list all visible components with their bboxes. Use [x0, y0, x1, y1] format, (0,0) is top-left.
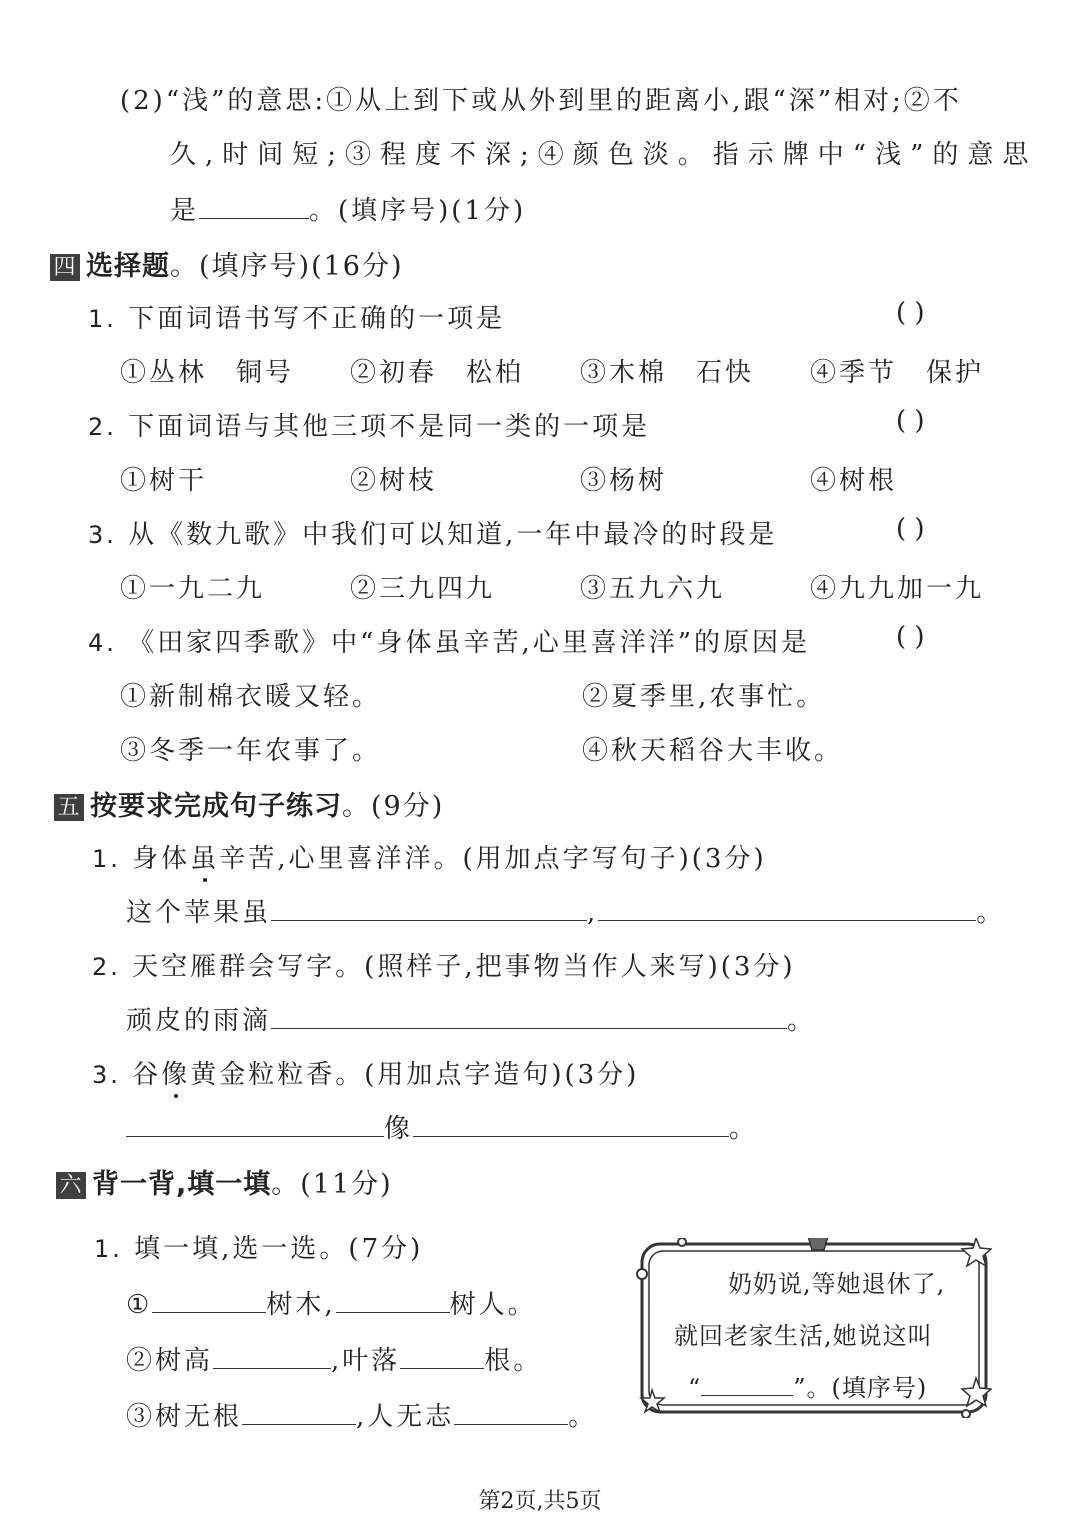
fill-line-3	[126, 1396, 597, 1433]
section-6-heading	[56, 1162, 393, 1201]
option-2[interactable]: ②初春 松柏	[350, 358, 525, 388]
fill-part: 根。	[484, 1346, 543, 1376]
q-2-line3	[170, 190, 526, 227]
quote-board	[636, 1238, 992, 1418]
dotted-char: 虽	[190, 844, 220, 874]
answer-line-5-3	[126, 1108, 758, 1145]
answer-paren[interactable]: ( )	[896, 622, 925, 652]
question-5-2	[92, 946, 796, 983]
period: 。	[729, 1114, 759, 1144]
section-4-heading	[50, 244, 404, 283]
section-6-title: 背一背,填一填	[92, 1169, 272, 1200]
section-5-heading	[54, 784, 444, 823]
answer-blank[interactable]	[413, 1110, 729, 1137]
answer-lead: 这个苹果虽	[126, 898, 272, 928]
question-text-pre: 身体	[132, 844, 191, 874]
option-1[interactable]: ①树干	[120, 466, 208, 496]
period: 。	[976, 898, 1006, 928]
question-text-post: 辛苦,心里喜洋洋。(用加点字写句子)(3分)	[219, 844, 767, 874]
fill-line-2	[126, 1340, 542, 1377]
question-4-2	[88, 406, 650, 443]
question-4-1	[88, 298, 505, 335]
answer-lead: 顽皮的雨滴	[126, 1006, 272, 1036]
question-text-pre: 谷	[132, 1060, 162, 1090]
dotted-char: 像	[161, 1060, 191, 1090]
question-number: 3.	[88, 521, 117, 549]
answer-blank[interactable]	[598, 894, 976, 921]
question-text: 下面词语书写不正确的一项是	[128, 304, 506, 334]
question-4-4	[88, 622, 810, 659]
option-1[interactable]: ①新制棉衣暖又轻。	[120, 682, 382, 712]
section-5-sub: 。(9分)	[342, 791, 445, 822]
question-5-3	[92, 1054, 639, 1091]
comma: ,	[587, 898, 599, 928]
q-2-line3-pre: 是	[170, 196, 200, 226]
section-4-sub: 。(填序号)(16分)	[170, 251, 404, 282]
fill-part: ,人无志	[356, 1402, 455, 1432]
board-line-3	[688, 1368, 927, 1403]
question-6-1	[94, 1228, 423, 1265]
option-4[interactable]: ④季节 保护	[810, 358, 985, 388]
fill-part: 树人。	[449, 1290, 537, 1320]
question-4-3	[88, 514, 777, 551]
option-3[interactable]: ③木棉 石快	[580, 358, 755, 388]
fill-part: 。	[568, 1402, 598, 1432]
board-line-1: 奶奶说,等她退休了,	[728, 1270, 946, 1298]
answer-blank[interactable]	[152, 1286, 266, 1313]
answer-line-5-2	[126, 1000, 816, 1037]
answer-blank[interactable]	[336, 1286, 450, 1313]
section-4-badge: 四	[50, 254, 80, 281]
question-text: 《田家四季歌》中“身体虽辛苦,心里喜洋洋”的原因是	[128, 628, 811, 658]
question-number: 2.	[92, 953, 121, 981]
option-2[interactable]: ②夏季里,农事忙。	[582, 682, 826, 712]
section-6-badge: 六	[56, 1172, 86, 1199]
option-4[interactable]: ④秋天稻谷大丰收。	[582, 736, 844, 766]
question-number: 2.	[88, 413, 117, 441]
answer-blank[interactable]	[199, 192, 309, 219]
section-5-title: 按要求完成句子练习	[90, 791, 342, 822]
answer-line-5-1	[126, 892, 1005, 929]
answer-blank[interactable]	[213, 1342, 331, 1369]
option-2[interactable]: ②树枝	[350, 466, 438, 496]
option-3[interactable]: ③冬季一年农事了。	[120, 736, 382, 766]
option-4[interactable]: ④九九加一九	[810, 574, 985, 604]
option-1[interactable]: ①一九二九	[120, 574, 266, 604]
question-text: 下面词语与其他三项不是同一类的一项是	[128, 412, 651, 442]
answer-blank[interactable]	[400, 1342, 484, 1369]
fill-line-1	[126, 1284, 537, 1321]
answer-paren[interactable]: ( )	[896, 298, 925, 328]
question-text-post: 黄金粒粒香。(用加点字造句)(3分)	[190, 1060, 640, 1090]
question-text: 填一填,选一选。(7分)	[134, 1234, 424, 1264]
fill-part: 树木,	[266, 1290, 336, 1320]
answer-blank[interactable]	[271, 894, 587, 921]
option-1[interactable]: ①丛林 铜号	[120, 358, 295, 388]
question-5-1	[92, 838, 767, 875]
answer-blank[interactable]	[242, 1398, 356, 1425]
board-quote-close: ”。(填序号)	[793, 1374, 928, 1402]
section-6-sub: 。(11分)	[271, 1169, 393, 1200]
question-text: 天空雁群会写字。(照样子,把事物当作人来写)(3分)	[132, 952, 796, 982]
option-2[interactable]: ②三九四九	[350, 574, 496, 604]
option-3[interactable]: ③杨树	[580, 466, 668, 496]
answer-paren[interactable]: ( )	[896, 406, 925, 436]
page-footer: 第2页,共5页	[478, 1489, 602, 1514]
question-number: 1.	[94, 1235, 123, 1263]
board-line-2: 就回老家生活,她说这叫	[674, 1322, 933, 1350]
answer-blank[interactable]	[454, 1398, 568, 1425]
period: 。	[787, 1006, 817, 1036]
answer-blank[interactable]	[126, 1110, 384, 1137]
fill-part: ③树无根	[126, 1402, 243, 1432]
middle-word: 像	[384, 1114, 414, 1144]
question-number: 1.	[88, 305, 117, 333]
question-number: 3.	[92, 1061, 121, 1089]
option-4[interactable]: ④树根	[810, 466, 898, 496]
q-2-line2: 久,时间短;③程度不深;④颜色淡。指示牌中“浅”的意思	[170, 140, 1038, 170]
question-number: 1.	[92, 845, 121, 873]
q-2-line3-post: 。(填序号)(1分)	[309, 196, 527, 226]
fill-part: ①	[126, 1290, 153, 1320]
section-5-badge: 五	[54, 794, 84, 821]
section-4-title: 选择题	[86, 251, 170, 282]
fill-part: ②树高	[126, 1346, 214, 1376]
question-text: 从《数九歌》中我们可以知道,一年中最冷的时段是	[128, 520, 778, 550]
answer-blank[interactable]	[271, 1002, 787, 1029]
question-number: 4.	[88, 629, 117, 657]
q-2-line1: (2)“浅”的意思:①从上到下或从外到里的距离小,跟“深”相对;②不	[120, 86, 962, 116]
option-3[interactable]: ③五九六九	[580, 574, 726, 604]
board-quote-open: “	[688, 1374, 702, 1402]
answer-paren[interactable]: ( )	[896, 514, 925, 544]
answer-blank[interactable]	[701, 1375, 793, 1396]
fill-part: ,叶落	[331, 1346, 401, 1376]
